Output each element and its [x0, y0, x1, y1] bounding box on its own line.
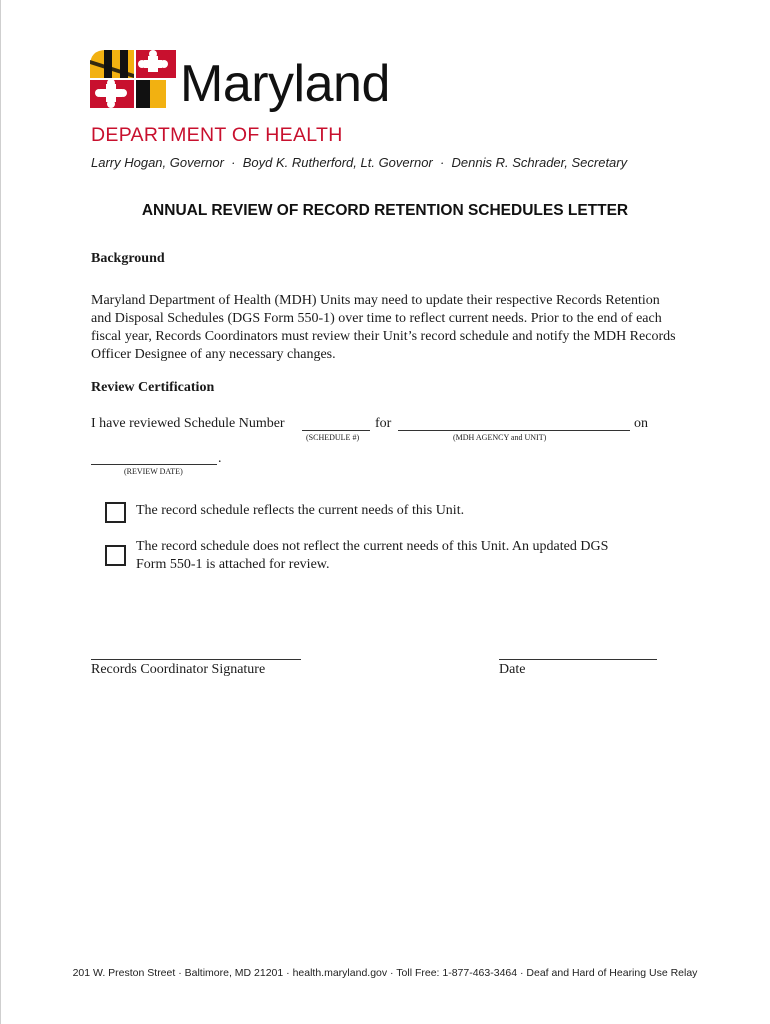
review-date-field[interactable] — [91, 464, 217, 465]
option-reflects-label: The record schedule reflects the current needs of this Unit. — [136, 503, 465, 518]
officials-line: Larry Hogan, Governor · Boyd K. Rutherford, Lt. Governor · Dennis R. Schrader, Secretary — [91, 155, 628, 170]
agency-unit-field[interactable] — [398, 430, 630, 431]
schedule-number-field[interactable] — [302, 430, 370, 431]
signature-field[interactable] — [91, 659, 301, 660]
page-left-edge — [0, 0, 1, 1024]
on-word: on — [634, 416, 648, 431]
department-name: DEPARTMENT OF HEALTH — [91, 124, 343, 146]
background-paragraph: Maryland Department of Health (MDH) Units may need to update their respective Records Retention and Disposal Schedules (DGS Form 550-1) over time to reflect current needs. Prior to the end of each fiscal year, Records Coordinators must review their Unit’s record schedule and notify the MDH Records Officer Designee of any necessary changes. — [91, 293, 676, 362]
option-not-reflects-label: The record schedule does not reflect the current needs of this Unit. An updated DGS Form 550-1 is attached for review. — [136, 539, 609, 572]
signature-label: Records Coordinator Signature — [91, 662, 266, 677]
document-title: ANNUAL REVIEW OF RECORD RETENTION SCHEDULES LETTER — [141, 202, 629, 219]
review-certification-heading: Review Certification — [91, 380, 215, 395]
background-heading: Background — [91, 251, 165, 266]
date-label: Date — [499, 662, 526, 677]
maryland-wordmark: Maryland — [180, 55, 390, 113]
option-reflects-checkbox[interactable] — [105, 502, 126, 523]
option-not-reflects-checkbox[interactable] — [105, 545, 126, 566]
for-word: for — [375, 416, 392, 431]
maryland-flag-logo-icon — [90, 48, 180, 110]
footer-contact: 201 W. Preston Street · Baltimore, MD 21201 · health.maryland.gov · Toll Free: 1-877-463-3464 · Deaf and Hard of Hearing Use Relay — [72, 967, 698, 979]
review-date-caption: (REVIEW DATE) — [124, 467, 183, 476]
agency-unit-caption: (MDH AGENCY and UNIT) — [453, 433, 547, 442]
date-field[interactable] — [499, 659, 657, 660]
review-date-period: . — [218, 451, 222, 466]
certification-sentence-start: I have reviewed Schedule Number — [91, 416, 285, 431]
schedule-number-caption: (SCHEDULE #) — [306, 433, 360, 442]
